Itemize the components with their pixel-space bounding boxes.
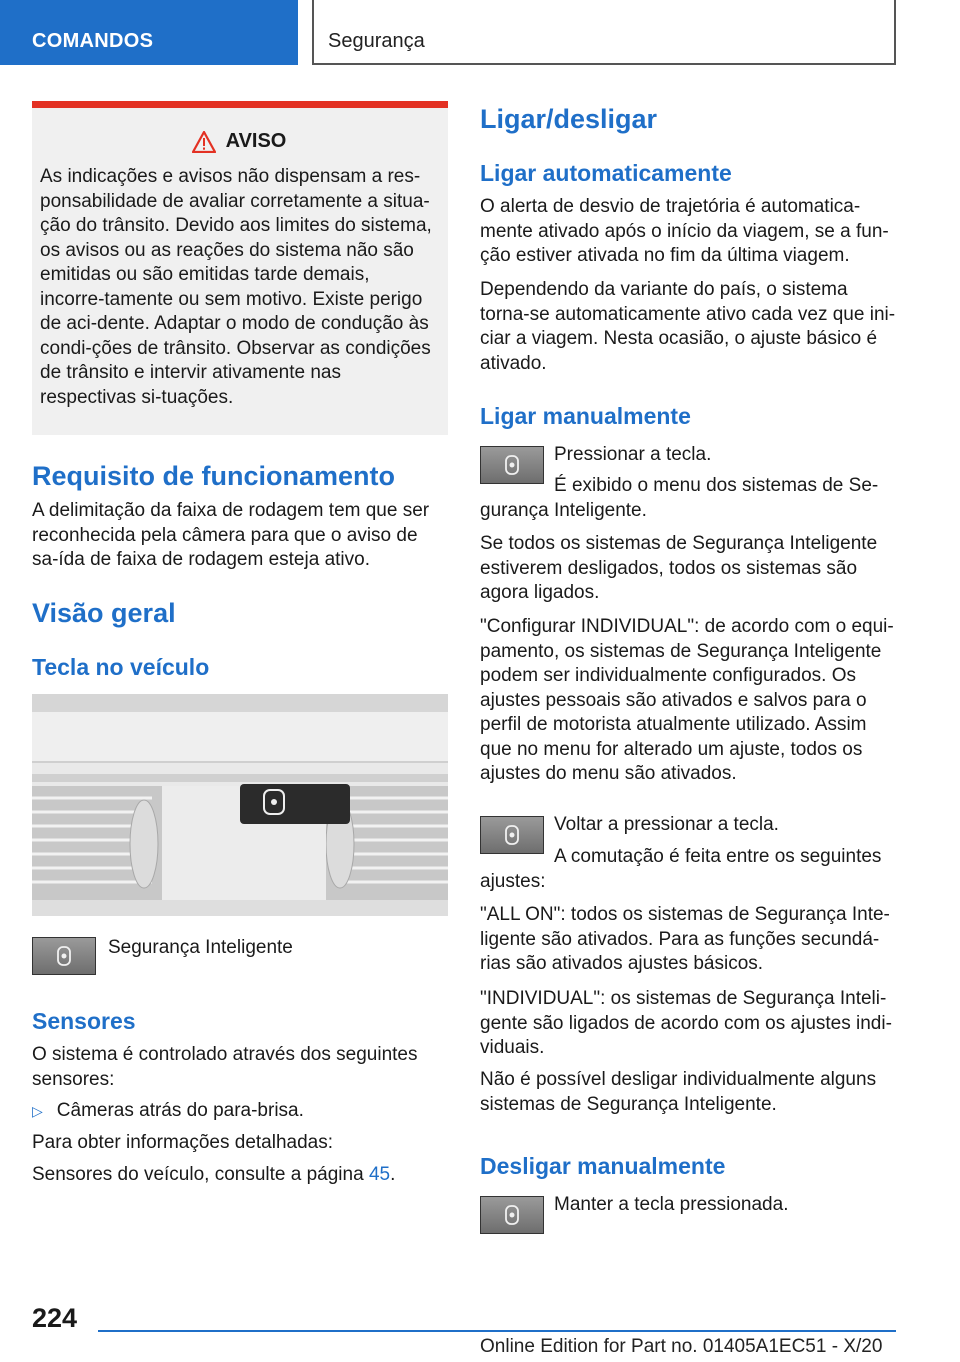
safety-button-image: [480, 1196, 544, 1234]
info-text: Para obter informações detalhadas:: [32, 1132, 334, 1153]
warning-text: As indicações e avisos não dispensam a res-ponsabilidade de avaliar corretamente a situa-ção do trânsito. Devido aos limites do sistema, os avisos ou as reações do sistema não são emitidas ou são emitidas tarde demais, incorre-tamente ou sem motivo. Existe perigo de aci-dente. Adaptar o modo de condução às condi-ções de trânsito. Observar as condições de trânsito e intervir ativamente nas respectivas si-tuações.: [40, 166, 432, 408]
heading-overview: Visão geral: [32, 598, 176, 628]
intelligent-safety-icon: [501, 1204, 523, 1226]
heading-button: Tecla no veículo: [32, 654, 210, 680]
section-title: Segurança: [328, 30, 425, 52]
button-label: Segurança Inteligente: [108, 937, 293, 958]
manual-text-2: "Configurar INDIVIDUAL": de acordo com o equi-pamento, os sistemas de Segurança Inteligente podem ser individualmente configurados. Os ajustes pessoais são ativados e salvos para o perfil de motorista atualmente utilizado. Assim que no menu for alterado um ajuste, todos os ajustes do menu são ativados.: [480, 616, 894, 784]
chapter-tab: COMANDOS: [0, 0, 298, 65]
manual-step-1: Pressionar a tecla.: [554, 444, 712, 465]
again-text-3: Não é possível desligar individualmente alguns sistemas de Segurança Inteligente.: [480, 1069, 877, 1115]
warning-triangle-icon: [192, 131, 216, 153]
sensors-text: O sistema é controlado através dos seguintes sensores:: [32, 1044, 418, 1090]
heading-manual-off: Desligar manualmente: [480, 1153, 726, 1179]
vehicle-button-photo: [32, 694, 448, 916]
intelligent-safety-icon: [501, 454, 523, 476]
heading-manual-on: Ligar manualmente: [480, 403, 691, 429]
again-text-2: "INDIVIDUAL": os sistemas de Segurança Inteli-gente são ligados de acordo com os ajustes indi-viduais.: [480, 988, 892, 1058]
sensors-list-item: ▷ Câmeras atrás do para-brisa.: [32, 1100, 304, 1121]
warning-header: [40, 130, 438, 153]
safety-button-image: [32, 937, 96, 975]
heading-requirement: Requisito de funcionamento: [32, 461, 396, 491]
section-header: [312, 0, 896, 65]
manual-text-1: Se todos os sistemas de Segurança Inteligente estiverem desligados, todos os sistemas são agora ligados.: [480, 533, 878, 603]
edition-text: Online Edition for Part no. 01405A1EC51 - X/20: [480, 1336, 883, 1357]
footer-divider: [98, 1330, 896, 1332]
again-text-1: "ALL ON": todos os sistemas de Segurança Inte-ligente são ativados. Para as funções secundá-rias são ativados ajustes básicos.: [480, 904, 890, 974]
again-step-2: A comutação é feita entre os seguintes ajustes:: [480, 846, 882, 892]
again-step-1: Voltar a pressionar a tecla.: [554, 814, 779, 835]
requirement-text: A delimitação da faixa de rodagem tem que ser reconhecida pela câmera para que o aviso de sa-ída de faixa de rodagem esteja ativo.: [32, 500, 430, 570]
triangle-bullet-icon: ▷: [32, 1103, 43, 1119]
warning-title: AVISO: [225, 130, 287, 152]
auto-text-1: O alerta de desvio de trajetória é automatica-mente ativado após o início da viagem, se a fun-ção estiver ativada no fim da última viagem.: [480, 196, 889, 266]
reference-text: Sensores do veículo, consulte a página 45.: [32, 1164, 396, 1185]
manual-step-2: É exibido o menu dos sistemas de Se-gurança Inteligente.: [480, 475, 879, 521]
page-reference-link[interactable]: 45: [368, 1164, 391, 1185]
heading-auto: Ligar automaticamente: [480, 160, 732, 186]
heading-sensors: Sensores: [32, 1008, 136, 1034]
heading-onoff: Ligar/desligar: [480, 104, 658, 134]
page-number: 224: [32, 1303, 78, 1333]
intelligent-safety-icon: [501, 824, 523, 846]
warning-box: [32, 101, 448, 435]
intelligent-safety-icon: [53, 945, 75, 967]
off-step: Manter a tecla pressionada.: [554, 1194, 789, 1215]
auto-text-2: Dependendo da variante do país, o sistema torna-se automaticamente ativo cada vez que ini-ciar a viagem. Nesta ocasião, o ajuste básico é ativado.: [480, 279, 896, 374]
